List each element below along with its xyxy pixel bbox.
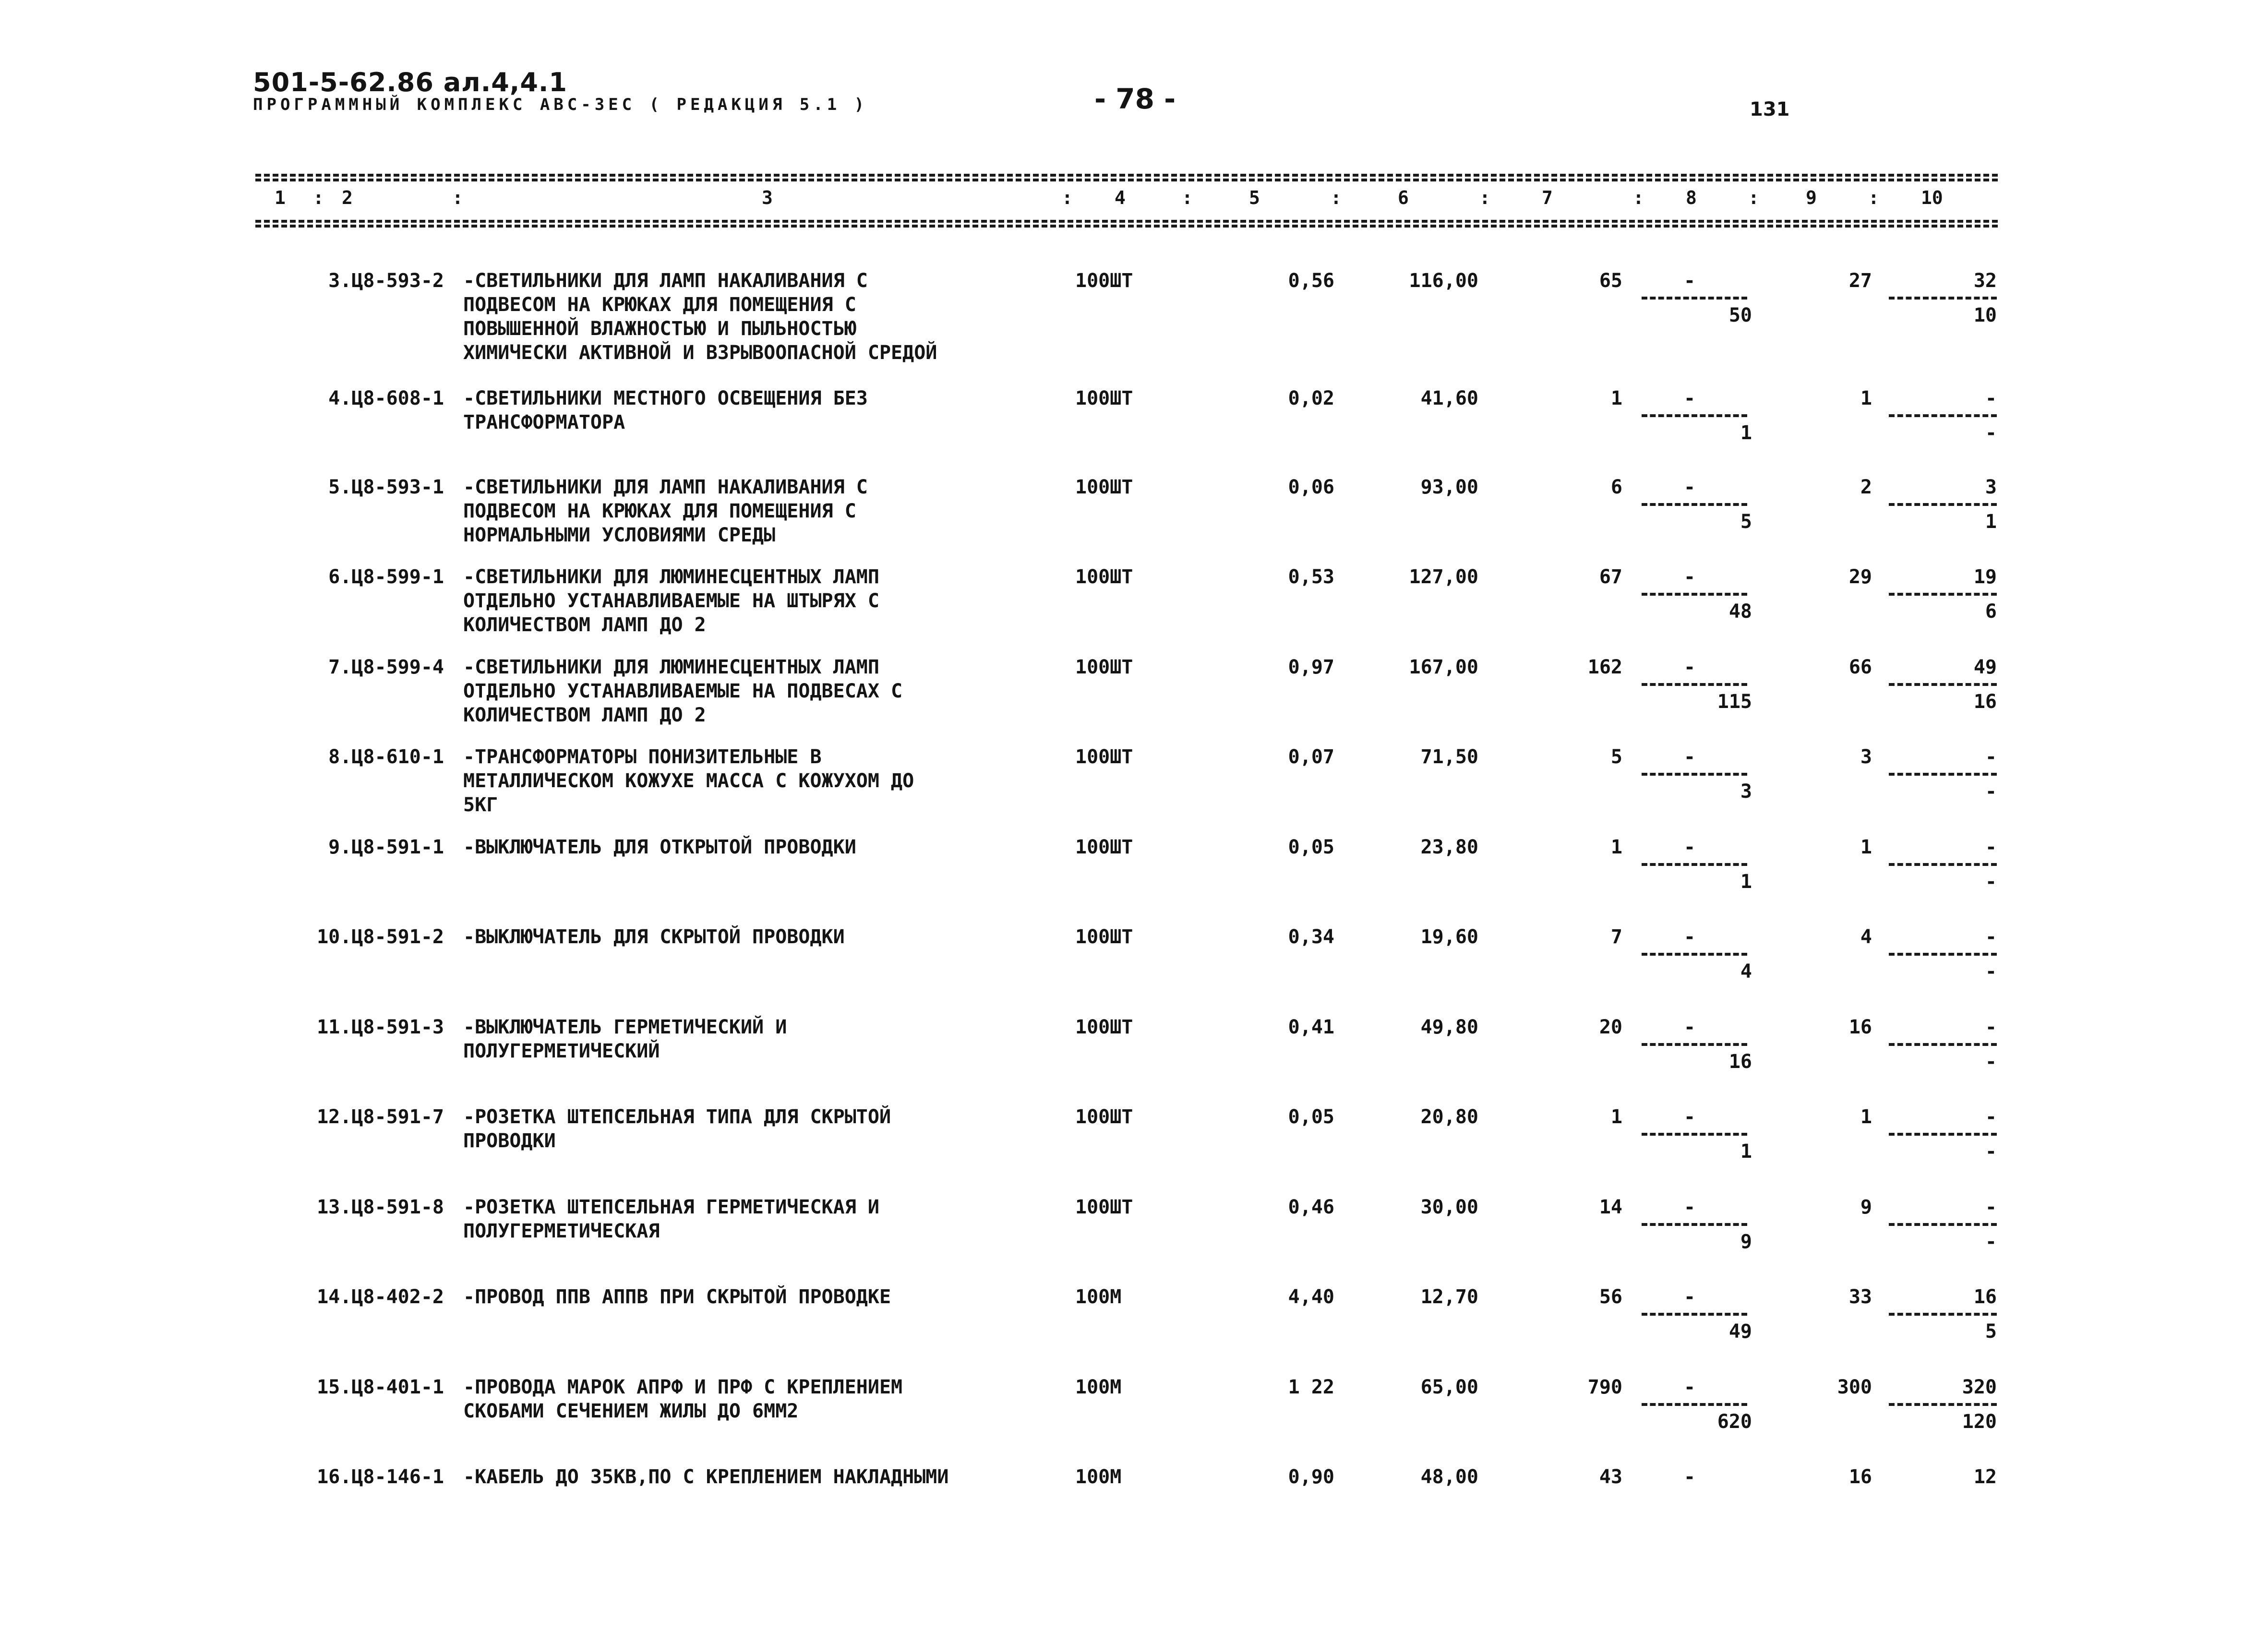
- row-col9: 33: [1848, 1286, 1872, 1308]
- row-col8-top: -: [1683, 836, 1696, 858]
- row-total: 6: [1610, 476, 1622, 498]
- row-col10-bottom: 5: [1985, 1320, 1997, 1343]
- row-col10-bottom: -: [1985, 871, 1997, 893]
- table-row: [0, 1465, 2268, 1551]
- row-description: -ПРОВОДА МАРОК АПРФ И ПРФ С КРЕПЛЕНИЕМ СКОБАМИ СЕЧЕНИЕМ ЖИЛЫ ДО 6ММ2: [463, 1376, 903, 1422]
- row-col10-top: -: [1985, 387, 1997, 409]
- row-total: 5: [1610, 746, 1622, 768]
- row-unit-price: 12,70: [1420, 1286, 1478, 1308]
- fraction-rule: [1889, 1313, 1997, 1316]
- row-col10-top: -: [1985, 1196, 1997, 1218]
- fraction-rule: [1642, 414, 1747, 417]
- table-row: [0, 1285, 2268, 1371]
- row-col8-top: -: [1683, 387, 1696, 409]
- row-total: 20: [1599, 1016, 1622, 1038]
- row-col8-top: -: [1683, 746, 1696, 768]
- row-code: 5.Ц8-593-1: [328, 476, 444, 498]
- row-col9: 1: [1860, 387, 1872, 409]
- header-rule-top: [255, 174, 1998, 177]
- row-description: -РОЗЕТКА ШТЕПСЕЛЬНАЯ ГЕРМЕТИЧЕСКАЯ И ПОЛУГЕРМЕТИЧЕСКАЯ: [463, 1196, 879, 1242]
- fraction-rule: [1889, 593, 1997, 596]
- column-header-5: 5: [1249, 187, 1260, 208]
- fraction-rule: [1642, 1403, 1747, 1406]
- column-separator: :: [1331, 187, 1342, 208]
- row-unit: 100ШТ: [1075, 270, 1133, 292]
- row-quantity: 0,56: [1288, 270, 1334, 292]
- row-col10-top: 320: [1962, 1376, 1997, 1398]
- fraction-rule: [1642, 863, 1747, 866]
- sheet-number: 131: [1750, 98, 1790, 120]
- row-unit: 100ШТ: [1075, 387, 1133, 409]
- row-unit: 100ШТ: [1075, 1016, 1133, 1038]
- row-total: 790: [1587, 1376, 1622, 1398]
- row-total: 1: [1610, 836, 1622, 858]
- page-number: - 78 -: [1094, 83, 1176, 115]
- fraction-rule: [1889, 503, 1997, 506]
- row-col9: 1: [1860, 836, 1872, 858]
- fraction-rule: [1642, 953, 1747, 956]
- row-unit-price: 19,60: [1420, 926, 1478, 948]
- row-col8-top: -: [1683, 1466, 1696, 1488]
- row-col10-bottom: -: [1985, 1051, 1997, 1073]
- row-code: 6.Ц8-599-1: [328, 566, 444, 588]
- fraction-rule: [1642, 683, 1747, 686]
- row-col10-bottom: 10: [1973, 304, 1997, 326]
- row-col10-top: -: [1985, 1016, 1997, 1038]
- row-unit: 100ШТ: [1075, 476, 1133, 498]
- row-quantity: 0,97: [1288, 656, 1334, 678]
- fraction-rule: [1642, 1043, 1747, 1046]
- fraction-rule: [1642, 503, 1747, 506]
- fraction-rule: [1889, 1133, 1997, 1136]
- fraction-rule: [1642, 1313, 1747, 1316]
- row-col10-bottom: -: [1985, 422, 1997, 444]
- row-total: 7: [1610, 926, 1622, 948]
- row-description: -СВЕТИЛЬНИКИ ДЛЯ ЛЮМИНЕСЦЕНТНЫХ ЛАМП ОТДЕЛЬНО УСТАНАВЛИВАЕМЫЕ НА ШТЫРЯХ С КОЛИЧЕСТВОМ ЛАМП ДО 2: [463, 566, 879, 636]
- row-code: 9.Ц8-591-1: [328, 836, 444, 858]
- fraction-rule: [1642, 593, 1747, 596]
- row-unit-price: 93,00: [1420, 476, 1478, 498]
- row-col10-top: -: [1985, 746, 1997, 768]
- row-total: 43: [1599, 1466, 1622, 1488]
- row-code: 3.Ц8-593-2: [328, 270, 444, 292]
- row-unit: 100ШТ: [1075, 926, 1133, 948]
- row-unit-price: 71,50: [1420, 746, 1478, 768]
- row-col10-top: 19: [1973, 566, 1997, 588]
- row-total: 1: [1610, 1106, 1622, 1128]
- fraction-rule: [1642, 1133, 1747, 1136]
- row-col9: 1: [1860, 1106, 1872, 1128]
- row-unit-price: 23,80: [1420, 836, 1478, 858]
- row-total: 56: [1599, 1286, 1622, 1308]
- row-col8-top: -: [1683, 270, 1696, 292]
- row-col8-bottom: 3: [1740, 780, 1752, 803]
- row-col8-bottom: 9: [1740, 1231, 1752, 1253]
- row-col8-bottom: 115: [1717, 691, 1752, 713]
- fraction-rule: [1889, 683, 1997, 686]
- row-col10-top: -: [1985, 836, 1997, 858]
- column-separator: :: [1062, 187, 1073, 208]
- row-col8-bottom: 49: [1728, 1320, 1752, 1343]
- row-col9: 4: [1860, 926, 1872, 948]
- row-col10-top: 32: [1973, 270, 1997, 292]
- row-col9: 29: [1848, 566, 1872, 588]
- header-rule-bottom: [255, 220, 1998, 223]
- row-col10-top: 49: [1973, 656, 1997, 678]
- row-unit: 100М: [1075, 1376, 1122, 1398]
- row-quantity: 0,07: [1288, 746, 1334, 768]
- row-code: 14.Ц8-402-2: [317, 1286, 444, 1308]
- row-code: 7.Ц8-599-4: [328, 656, 444, 678]
- table-row: [0, 655, 2268, 742]
- row-col8-top: -: [1683, 566, 1696, 588]
- row-col10-top: 3: [1985, 476, 1997, 498]
- row-description: -РОЗЕТКА ШТЕПСЕЛЬНАЯ ТИПА ДЛЯ СКРЫТОЙ ПРОВОДКИ: [463, 1106, 891, 1152]
- column-separator: :: [452, 187, 463, 208]
- row-col10-bottom: -: [1985, 1140, 1997, 1163]
- column-separator: :: [313, 187, 324, 208]
- column-header-3: 3: [762, 187, 773, 208]
- row-col8-top: -: [1683, 1106, 1696, 1128]
- column-header-4: 4: [1115, 187, 1126, 208]
- row-description: -СВЕТИЛЬНИКИ ДЛЯ ЛАМП НАКАЛИВАНИЯ С ПОДВЕСОМ НА КРЮКАХ ДЛЯ ПОМЕЩЕНИЯ С ПОВЫШЕННОЙ ВЛАЖНОСТЬЮ И ПЫЛЬНОСТЬЮ ХИМИЧЕСКИ АКТИВНОЙ И ВЗРЫВООПАСНОЙ СРЕДОЙ: [463, 270, 937, 364]
- row-col8-bottom: 4: [1740, 960, 1752, 983]
- row-code: 4.Ц8-608-1: [328, 387, 444, 409]
- table-row: [0, 835, 2268, 922]
- table-row: [0, 1195, 2268, 1282]
- row-col9: 3: [1860, 746, 1872, 768]
- row-quantity: 0,41: [1288, 1016, 1334, 1038]
- row-quantity: 0,05: [1288, 1106, 1334, 1128]
- row-description: -СВЕТИЛЬНИКИ ДЛЯ ЛЮМИНЕСЦЕНТНЫХ ЛАМП ОТДЕЛЬНО УСТАНАВЛИВАЕМЫЕ НА ПОДВЕСАХ С КОЛИЧЕСТВОМ ЛАМП ДО 2: [463, 656, 903, 726]
- row-unit-price: 116,00: [1409, 270, 1478, 292]
- row-unit-price: 127,00: [1409, 566, 1478, 588]
- column-header-10: 10: [1921, 187, 1943, 208]
- table-row: [0, 745, 2268, 831]
- row-col10-top: -: [1985, 926, 1997, 948]
- table-row: [0, 1375, 2268, 1462]
- row-col10-bottom: 120: [1962, 1411, 1997, 1433]
- fraction-rule: [1889, 953, 1997, 956]
- fraction-rule: [1889, 773, 1997, 776]
- document-code: 501-5-62.86 ал.4,4.1: [253, 67, 567, 97]
- row-description: -ПРОВОД ППВ АППВ ПРИ СКРЫТОЙ ПРОВОДКЕ: [463, 1286, 891, 1308]
- fraction-rule: [1889, 863, 1997, 866]
- row-col8-top: -: [1683, 476, 1696, 498]
- row-total: 1: [1610, 387, 1622, 409]
- row-unit-price: 167,00: [1409, 656, 1478, 678]
- column-header-9: 9: [1806, 187, 1817, 208]
- row-total: 65: [1599, 270, 1622, 292]
- row-col8-bottom: 50: [1728, 304, 1752, 326]
- table-row: [0, 386, 2268, 473]
- row-unit-price: 49,80: [1420, 1016, 1478, 1038]
- row-total: 67: [1599, 566, 1622, 588]
- row-col8-bottom: 5: [1740, 511, 1752, 533]
- row-code: 10.Ц8-591-2: [317, 926, 444, 948]
- row-quantity: 0,34: [1288, 926, 1334, 948]
- row-col10-bottom: 16: [1973, 691, 1997, 713]
- table-row: [0, 1015, 2268, 1102]
- fraction-rule: [1889, 414, 1997, 417]
- row-col9: 16: [1848, 1466, 1872, 1488]
- row-col9: 66: [1848, 656, 1872, 678]
- column-separator: :: [1182, 187, 1193, 208]
- row-total: 162: [1587, 656, 1622, 678]
- row-unit: 100ШТ: [1075, 1196, 1133, 1218]
- row-col10-top: 16: [1973, 1286, 1997, 1308]
- row-unit: 100ШТ: [1075, 566, 1133, 588]
- row-code: 16.Ц8-146-1: [317, 1466, 444, 1488]
- row-col8-bottom: 620: [1717, 1411, 1752, 1433]
- table-row: [0, 565, 2268, 651]
- row-col8-top: -: [1683, 1196, 1696, 1218]
- fraction-rule: [1642, 297, 1747, 300]
- fraction-rule: [1642, 1223, 1747, 1226]
- row-unit-price: 30,00: [1420, 1196, 1478, 1218]
- row-col10-top: 12: [1973, 1466, 1997, 1488]
- column-separator: :: [1633, 187, 1644, 208]
- row-unit-price: 48,00: [1420, 1466, 1478, 1488]
- fraction-rule: [1889, 1043, 1997, 1046]
- row-description: -ТРАНСФОРМАТОРЫ ПОНИЗИТЕЛЬНЫЕ В МЕТАЛЛИЧЕСКОМ КОЖУХЕ МАССА С КОЖУХОМ ДО 5КГ: [463, 746, 914, 816]
- row-description: -СВЕТИЛЬНИКИ МЕСТНОГО ОСВЕЩЕНИЯ БЕЗ ТРАНСФОРМАТОРА: [463, 387, 868, 433]
- row-description: -ВЫКЛЮЧАТЕЛЬ ГЕРМЕТИЧЕСКИЙ И ПОЛУГЕРМЕТИЧЕСКИЙ: [463, 1016, 787, 1062]
- row-unit: 100ШТ: [1075, 1106, 1133, 1128]
- row-unit: 100ШТ: [1075, 836, 1133, 858]
- row-col8-bottom: 16: [1728, 1051, 1752, 1073]
- column-separator: :: [1748, 187, 1759, 208]
- column-separator: :: [1868, 187, 1879, 208]
- fraction-rule: [1889, 1403, 1997, 1406]
- row-col8-top: -: [1683, 1016, 1696, 1038]
- header-rule-bottom-2: [255, 225, 1998, 228]
- row-col10-bottom: 1: [1985, 511, 1997, 533]
- header-rule-top-2: [255, 179, 1998, 181]
- fraction-rule: [1889, 1223, 1997, 1226]
- row-code: 15.Ц8-401-1: [317, 1376, 444, 1398]
- row-quantity: 0,06: [1288, 476, 1334, 498]
- table-row: [0, 925, 2268, 1011]
- row-code: 11.Ц8-591-3: [317, 1016, 444, 1038]
- row-col8-top: -: [1683, 1376, 1696, 1398]
- row-col9: 9: [1860, 1196, 1872, 1218]
- column-separator: :: [1479, 187, 1490, 208]
- row-unit: 100ШТ: [1075, 746, 1133, 768]
- row-col8-top: -: [1683, 926, 1696, 948]
- row-col9: 300: [1837, 1376, 1872, 1398]
- row-quantity: 0,02: [1288, 387, 1334, 409]
- row-col8-bottom: 1: [1740, 1140, 1752, 1163]
- row-quantity: 0,05: [1288, 836, 1334, 858]
- row-col10-top: -: [1985, 1106, 1997, 1128]
- row-col10-bottom: 6: [1985, 600, 1997, 623]
- column-header-1: 1: [275, 187, 286, 208]
- row-unit: 100М: [1075, 1466, 1122, 1488]
- row-description: -СВЕТИЛЬНИКИ ДЛЯ ЛАМП НАКАЛИВАНИЯ С ПОДВЕСОМ НА КРЮКАХ ДЛЯ ПОМЕЩЕНИЯ С НОРМАЛЬНЫМИ УСЛОВИЯМИ СРЕДЫ: [463, 476, 868, 546]
- row-quantity: 0,46: [1288, 1196, 1334, 1218]
- row-col8-bottom: 1: [1740, 422, 1752, 444]
- row-col8-top: -: [1683, 1286, 1696, 1308]
- row-col10-bottom: -: [1985, 780, 1997, 803]
- column-header-7: 7: [1542, 187, 1553, 208]
- row-quantity: 4,40: [1288, 1286, 1334, 1308]
- row-col8-bottom: 1: [1740, 871, 1752, 893]
- row-col9: 16: [1848, 1016, 1872, 1038]
- column-header-row: [255, 187, 1998, 216]
- table-row: [0, 1105, 2268, 1191]
- row-description: -ВЫКЛЮЧАТЕЛЬ ДЛЯ СКРЫТОЙ ПРОВОДКИ: [463, 926, 845, 948]
- row-description: -КАБЕЛЬ ДО 35КВ,ПО С КРЕПЛЕНИЕМ НАКЛАДНЫМИ: [463, 1466, 949, 1488]
- row-col10-bottom: -: [1985, 1231, 1997, 1253]
- row-quantity: 1 22: [1288, 1376, 1334, 1398]
- row-unit: 100М: [1075, 1286, 1122, 1308]
- row-unit-price: 65,00: [1420, 1376, 1478, 1398]
- document-subtitle: ПРОГРАММНЫЙ КОМПЛЕКС АВС-3ЕС ( РЕДАКЦИЯ 5.1 ): [253, 95, 868, 114]
- row-unit: 100ШТ: [1075, 656, 1133, 678]
- column-header-8: 8: [1686, 187, 1697, 208]
- row-unit-price: 20,80: [1420, 1106, 1478, 1128]
- table-row: [0, 269, 2268, 364]
- row-col8-top: -: [1683, 656, 1696, 678]
- row-code: 13.Ц8-591-8: [317, 1196, 444, 1218]
- column-header-2: 2: [342, 187, 353, 208]
- row-col8-bottom: 48: [1728, 600, 1752, 623]
- row-quantity: 0,53: [1288, 566, 1334, 588]
- row-total: 14: [1599, 1196, 1622, 1218]
- row-col10-bottom: -: [1985, 960, 1997, 983]
- row-description: -ВЫКЛЮЧАТЕЛЬ ДЛЯ ОТКРЫТОЙ ПРОВОДКИ: [463, 836, 856, 858]
- row-code: 12.Ц8-591-7: [317, 1106, 444, 1128]
- fraction-rule: [1642, 773, 1747, 776]
- row-col9: 27: [1848, 270, 1872, 292]
- row-col9: 2: [1860, 476, 1872, 498]
- fraction-rule: [1889, 297, 1997, 300]
- row-unit-price: 41,60: [1420, 387, 1478, 409]
- row-quantity: 0,90: [1288, 1466, 1334, 1488]
- column-header-6: 6: [1398, 187, 1409, 208]
- row-code: 8.Ц8-610-1: [328, 746, 444, 768]
- table-row: [0, 475, 2268, 562]
